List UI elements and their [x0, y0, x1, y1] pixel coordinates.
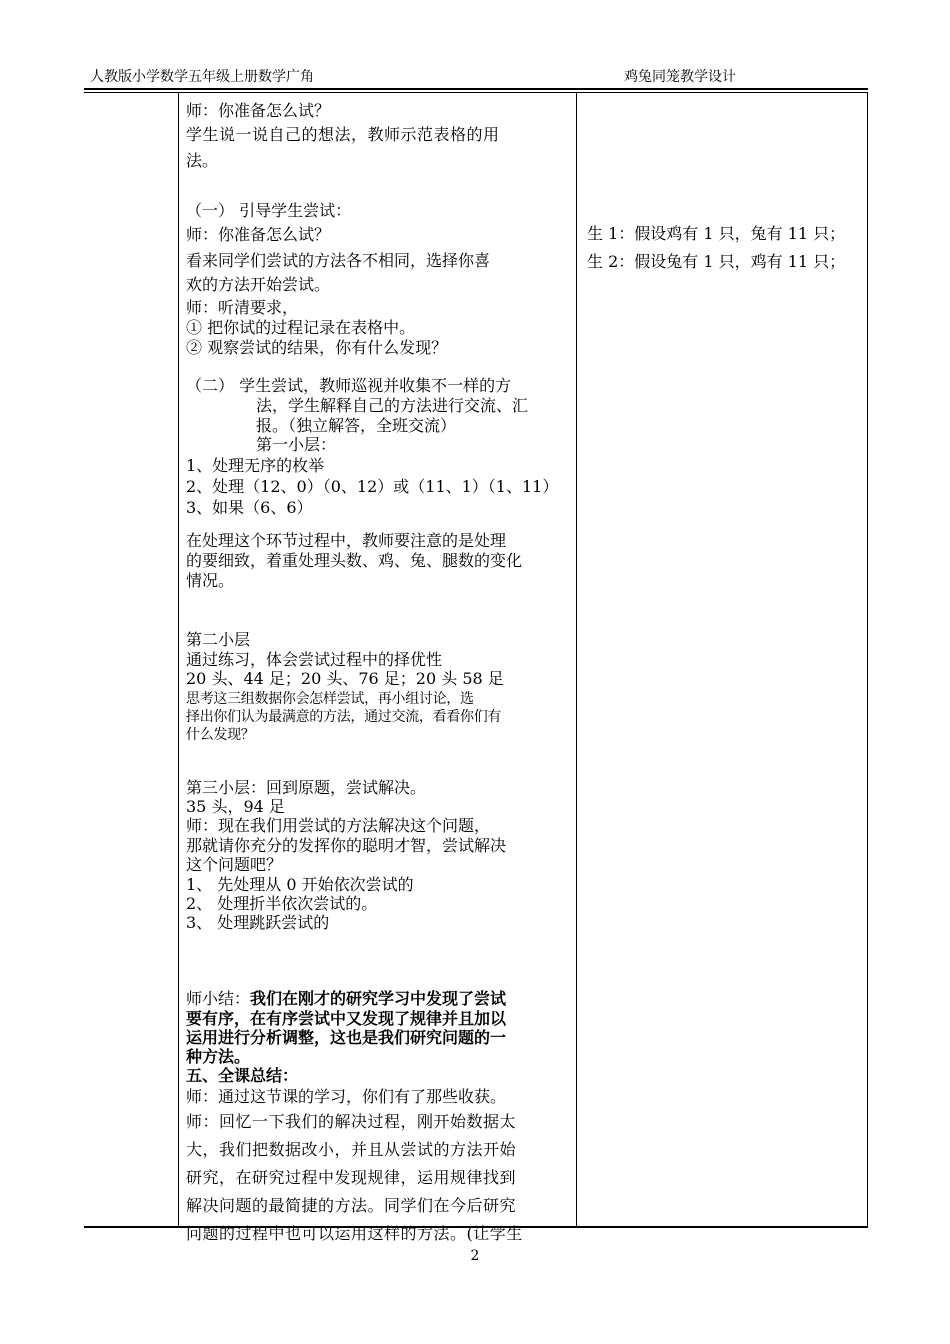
- text-line: 2、 处理折半依次尝试的。: [186, 894, 378, 913]
- table-border-right: [867, 93, 868, 1227]
- text-line: 第一小层：: [256, 435, 337, 454]
- text-line: 第三小层：回到原题，尝试解决。: [186, 778, 427, 797]
- summary-label: 师小结：: [186, 989, 251, 1008]
- text-line: 那就请你充分的发挥你的聪明才智，尝试解决: [186, 836, 507, 855]
- text-line: 1、 先处理从 0 开始依次尝试的: [186, 875, 414, 894]
- text-line: 情况。: [186, 571, 235, 590]
- text-line: 3、如果（6、6）: [186, 498, 313, 517]
- header-book-title: 人教版小学数学五年级上册数学广角: [90, 69, 314, 85]
- section-heading: （二） 学生尝试，教师巡视并收集不一样的方: [186, 376, 512, 395]
- text-line: 第二小层: [186, 630, 251, 649]
- text-line: 35 头，94 足: [186, 797, 285, 816]
- text-line: 大，我们把数据改小，并且从尝试的方法开始: [186, 1140, 517, 1159]
- text-line: ① 把你试的过程记录在表格中。: [186, 318, 416, 337]
- text-line: 师：回忆一下我们的解决过程，刚开始数据太: [186, 1112, 517, 1131]
- text-line: 法。: [186, 151, 219, 170]
- summary-text: 种方法。: [186, 1047, 251, 1066]
- student-answer-1: 生 1：假设鸡有 1 只，兔有 11 只；: [587, 224, 846, 243]
- summary-line: [186, 989, 506, 1009]
- text-line: 解决问题的最简捷的方法。同学们在今后研究: [186, 1196, 517, 1215]
- header-lesson-title: 鸡兔同笼教学设计: [624, 69, 736, 85]
- text-line: 2、处理（12、0）（0、12）或（11、1）（1、11）: [186, 477, 559, 496]
- text-line: 思考这三组数据你会怎样尝试，再小组讨论，选: [186, 691, 474, 707]
- text-line: 报。（独立解答，全班交流）: [256, 416, 457, 435]
- text-line: 通过练习，体会尝试过程中的择优性: [186, 650, 443, 669]
- text-line: 看来同学们尝试的方法各不相同，选择你喜: [186, 251, 491, 270]
- text-line: 师：现在我们用尝试的方法解决这个问题，: [186, 816, 491, 835]
- table-border-middle: [576, 93, 577, 1227]
- text-line: 择出你们认为最满意的方法，通过交流，看看你们有: [186, 709, 502, 725]
- header-rule-thick: [84, 88, 868, 90]
- summary-text: 我们在刚才的研究学习中发现了尝试: [250, 989, 507, 1008]
- summary-text: 要有序，在有序尝试中又发现了规律并且加以: [186, 1009, 507, 1028]
- text-line: 师：你准备怎么试？: [186, 101, 331, 120]
- text-line: 什么发现？: [186, 727, 255, 743]
- text-line: 研究，在研究过程中发现规律，运用规律找到: [186, 1168, 517, 1187]
- section-heading: 五、全课总结：: [186, 1066, 299, 1085]
- page-number: 2: [470, 1248, 480, 1264]
- section-heading: （一） 引导学生尝试：: [186, 201, 352, 220]
- text-line: 师：你准备怎么试？: [186, 225, 331, 244]
- summary-text: 运用进行分析调整，这也是我们研究问题的一: [186, 1028, 507, 1047]
- text-line: 师：通过这节课的学习，你们有了那些收获。: [186, 1087, 507, 1106]
- student-activity-column: [587, 220, 867, 276]
- text-line: 20 头、44 足；20 头、76 足；20 头 58 足: [186, 669, 504, 688]
- text-line: 的要细致，着重处理头数、鸡、兔、腿数的变化: [186, 551, 523, 570]
- text-line: 问题的过程中也可以运用这样的方法。(让学生: [186, 1224, 523, 1243]
- text-line: ② 观察尝试的结果，你有什么发现？: [186, 338, 448, 357]
- text-line: 法，学生解释自己的方法进行交流、汇: [256, 396, 529, 415]
- table-border-left: [178, 93, 179, 1227]
- text-line: 师：听清要求，: [186, 298, 299, 317]
- text-line: 学生说一说自己的想法，教师示范表格的用: [186, 125, 500, 144]
- text-line: 3、 处理跳跃尝试的: [186, 913, 330, 932]
- text-line: 1、处理无序的枚举: [186, 456, 325, 475]
- text-line: 欢的方法开始尝试。: [186, 275, 331, 294]
- student-answer-2: 生 2：假设兔有 1 只，鸡有 11 只；: [587, 252, 846, 271]
- text-line: 在处理这个环节过程中，教师要注意的是处理: [186, 531, 507, 550]
- page-header: [88, 64, 868, 90]
- text-line: 这个问题吧？: [186, 855, 283, 874]
